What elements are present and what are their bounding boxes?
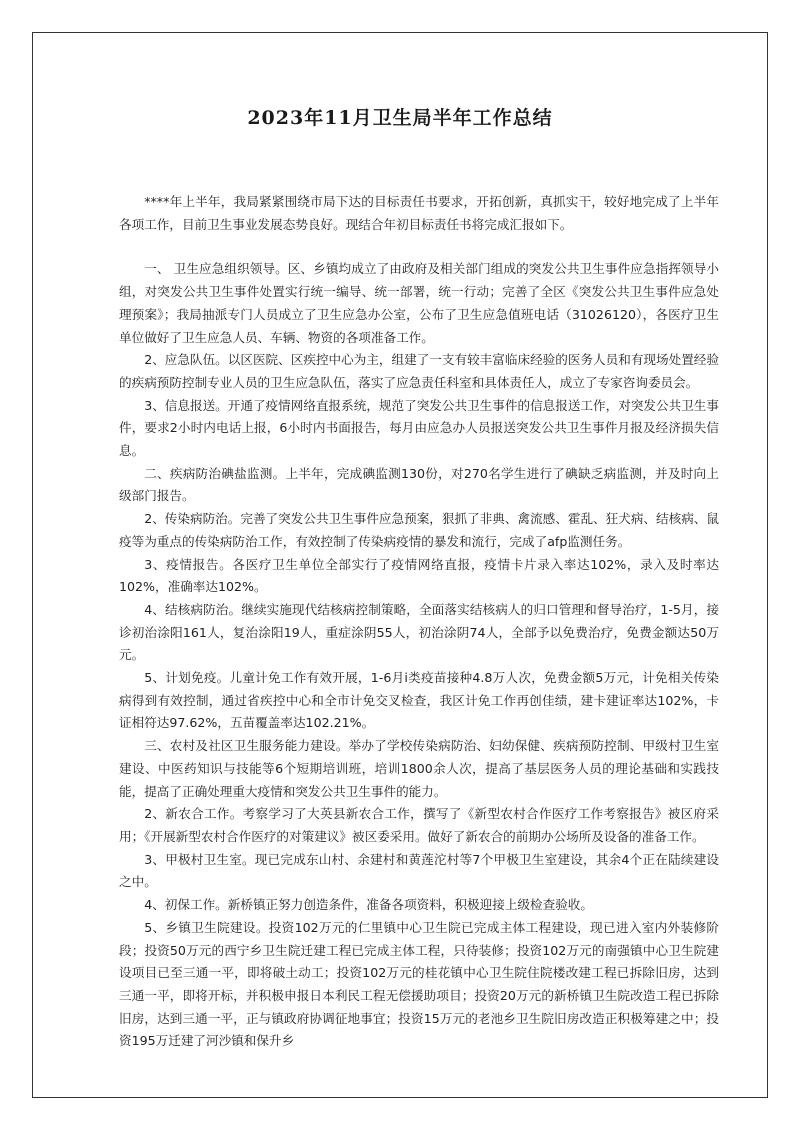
document-title: 2023年11月卫生局半年工作总结 xyxy=(247,107,553,129)
body-paragraph: 5、乡镇卫生院建设。投资102万元的仁里镇中心卫生院已完成主体工程建设，现已进入室内外装修阶段；投资50万元的西宁乡卫生院迁建工程已完成主体工程，只待装修；投资102万元的南强镇中心卫生院建设项目已至三通一平，即将破土动工；投资102万元的桂花镇中心卫生院住院楼改建工程已拆除旧房，达到三通一平，即将开标，并积极申报日本利民工程无偿援助项目；投资20万元的新桥镇卫生院改造工程已拆除旧房，达到三通一平，正与镇政府协调征地事宜；投资15万元的老池乡卫生院旧房改造正积极筹建之中；投资195万迁建了河沙镇和保升乡 xyxy=(119,919,719,1049)
body-paragraph: 4、结核病防治。继续实施现代结核病控制策略，全面落实结核病人的归口管理和督导治疗，1-5月，接诊初治涂阳161人，复治涂阳19人，重症涂阴55人，初治涂阴74人，全部予以免费治疗，免费金额达50万元。 xyxy=(119,601,719,663)
body-paragraph: 3、信息报送。开通了疫情网络直报系统，规范了突发公共卫生事件的信息报送工作，对突发公共卫生事件，要求2小时内电话上报，6小时内书面报告，每月由应急办人员报送突发公共卫生事件月报及经济损失信息。 xyxy=(119,397,719,459)
body-paragraph: 3、甲极村卫生室。现已完成东山村、余建村和黄莲沱村等7个甲极卫生室建设，其余4个正在陆续建设之中。 xyxy=(119,851,719,890)
document-page xyxy=(32,32,768,1098)
body-paragraph: 4、初保工作。新桥镇正努力创造条件，准备各项资料，积极迎接上级检查验收。 xyxy=(144,897,593,913)
body-paragraph: 一、 卫生应急组织领导。区、乡镇均成立了由政府及相关部门组成的突发公共卫生事件应急指挥领导小组，对突发公共卫生事件处置实行统一编导、统一部署，统一行动；完善了全区《突发公共卫生事件应急处理预案》；我局抽派专门人员成立了卫生应急办公室，公布了卫生应急值班电话（31026120），各医疗卫生单位做好了卫生应急人员、车辆、物资的各项准备工作。 xyxy=(119,261,719,345)
intro-paragraph: ****年上半年，我局紧紧围绕市局下达的目标责任书要求，开拓创新，真抓实干，较好地完成了上半年各项工作，目前卫生事业发展态势良好。现结合年初目标责任书将完成汇报如下。 xyxy=(119,194,719,232)
body-paragraph: 5、计划免疫。儿童计免工作有效开展，1-6月i类疫苗接种4.8万人次，免费金额5万元，计免相关传染病得到有效控制，通过省疾控中心和全市计免交叉检查，我区计免工作再创佳绩，建卡建证率达102%，卡证相符达97.62%，五苗覆盖率达102.21%。 xyxy=(119,670,719,731)
body-paragraph: 3、疫情报告。各医疗卫生单位全部实行了疫情网络直报，疫情卡片录入率达102%，录入及时率达102%，准确率达102%。 xyxy=(119,556,719,595)
body-paragraph: 二、疾病防治碘盐监测。上半年，完成碘监测130份，对270名学生进行了碘缺乏病监测，并及时向上级部门报告。 xyxy=(119,465,719,504)
body-paragraph: 三、农村及社区卫生服务能力建设。举办了学校传染病防治、妇幼保健、疾病预防控制、甲级村卫生室建设、中医药知识与技能等6个短期培训班，培训1800余人次，提高了基层医务人员的理论基础和实践技能，提高了正确处理重大疫情和突发公共卫生事件的能力。 xyxy=(119,738,719,799)
body-paragraph: 2、传染病防治。完善了突发公共卫生事件应急预案，狠抓了非典、禽流感、霍乱、狂犬病、结核病、鼠疫等为重点的传染病防治工作，有效控制了传染病疫情的暴发和流行，完成了afp监测任务。 xyxy=(119,511,719,549)
document-body xyxy=(119,191,719,1053)
body-paragraph: 2、应急队伍。以区医院、区疾控中心为主，组建了一支有较丰富临床经验的医务人员和有现场处置经验的疾病预防控制专业人员的卫生应急队伍，落实了应急责任科室和具体责任人，成立了专家咨询委员会。 xyxy=(119,352,719,390)
body-paragraph: 2、新农合工作。考察学习了大英县新农合工作，撰写了《新型农村合作医疗工作考察报告》被区府采用；《开展新型农村合作医疗的对策建议》被区委采用。做好了新农合的前期办公场所及设备的准备工作。 xyxy=(119,806,719,844)
